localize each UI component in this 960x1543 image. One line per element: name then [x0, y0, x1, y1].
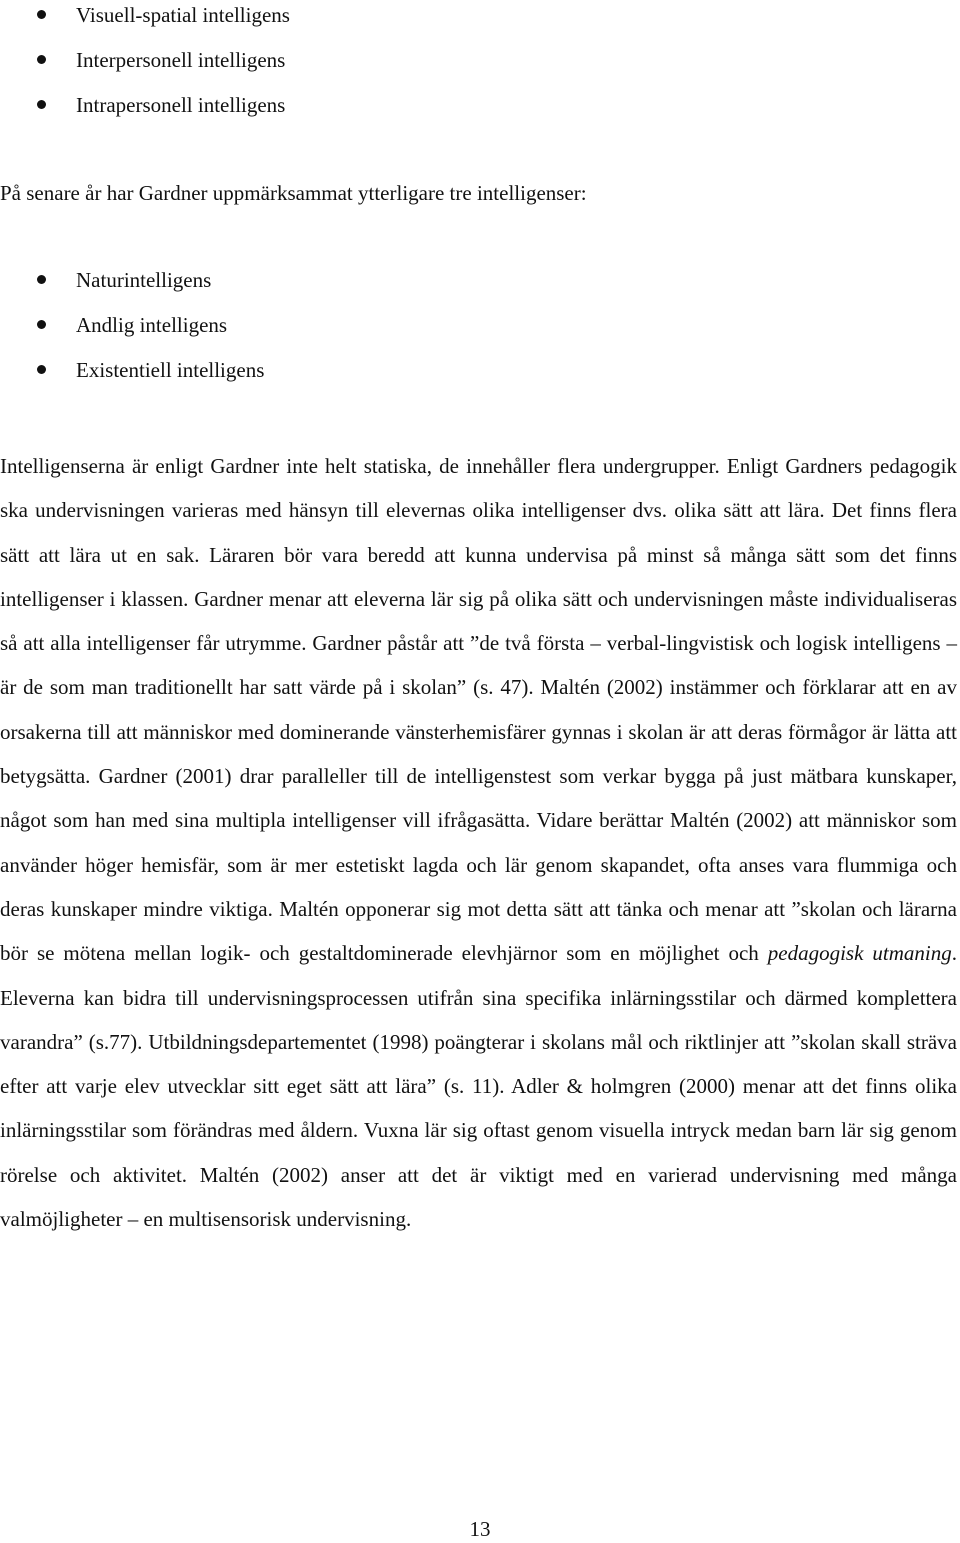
bullet-icon	[37, 275, 46, 284]
bullet-icon	[37, 365, 46, 374]
list-item	[0, 0, 290, 45]
list-item	[0, 355, 264, 400]
list-item	[0, 265, 264, 310]
list-item-text: Intrapersonell intelligens	[76, 93, 286, 117]
intelligence-list-2	[0, 265, 264, 400]
list-item-text: Interpersonell intelligens	[76, 48, 286, 72]
body-paragraph	[0, 444, 957, 1241]
bullet-icon	[37, 320, 46, 329]
paragraph-emphasis: pedagogisk utmaning	[767, 941, 952, 966]
list-item-text: Existentiell intelligens	[76, 358, 265, 382]
list-item	[0, 45, 290, 90]
intro-sentence: På senare år har Gardner uppmärksammat ytterligare tre intelligenser:	[0, 181, 587, 205]
list-item	[0, 90, 290, 135]
intelligence-list-1	[0, 0, 290, 135]
page-number: 13	[469, 1517, 491, 1541]
list-item-text: Naturintelligens	[76, 268, 212, 292]
bullet-icon	[37, 100, 46, 109]
list-item-text: Andlig intelligens	[76, 313, 228, 337]
list-item	[0, 310, 264, 355]
list-item-text: Visuell-spatial intelligens	[76, 3, 290, 27]
bullet-icon	[37, 55, 46, 64]
paragraph-text-part-1: Intelligenserna är enligt Gardner inte helt statiska, de innehåller flera undergrupper. Enligt Gardners pedagogik ska undervisningen varieras med hänsyn till elevernas olika intelligenser dvs. olika sätt att lära. Det finns flera sätt att lära ut en sak. Läraren bör vara beredd att kunna undervisa på minst så många sätt som det finns intelligenser i klassen. Gardner menar att eleverna lär sig på olika sätt och undervisningen måste individualiseras så att alla intelligenser får utrymme. Gardner påstår att ”de två första – verbal-lingvistisk och logisk intelligens – är de som man traditionellt har satt värde på i skolan” (s. 47). Maltén (2002) instämmer och förklarar att en av orsakerna till att människor med dominerande vänsterhemisfärer gynnas i skolan är att deras förmågor är lätta att betygsätta. Gardner (2001) drar paralleller till de intelligenstest som verkar bygga på just mätbara kunskaper, något som han med sina multipla intelligenser vill ifrågasätta. Vidare berättar Maltén (2002) att människor som använder höger hemisfär, som är mer estetiskt lagda och lär genom skapandet, ofta anses vara flummiga och deras kunskaper mindre viktiga. Maltén opponerar sig mot detta sätt att tänka och menar att ”skolan och lärarna bör se mötena mellan logik- och gestaltdominerade elevhjärnor som en möjlighet och	[0, 454, 957, 966]
paragraph-text-part-2: . Eleverna kan bidra till undervisningsprocessen utifrån sina specifika inlärningsstilar och därmed komplettera varandra” (s.77). Utbildningsdepartementet (1998) poängterar i skolans mål och riktlinjer att ”skolan skall sträva efter att varje elev utvecklar sitt eget sätt att lära” (s. 11). Adler & holmgren (2000) menar att det finns olika inlärningsstilar som förändras med åldern. Vuxna lär sig oftast genom visuella intryck medan barn lär sig genom rörelse och aktivitet. Maltén (2002) anser att det är viktigt med en varierad undervisning med många valmöjligheter – en multisensorisk undervisning.	[0, 941, 957, 1232]
bullet-icon	[37, 10, 46, 19]
